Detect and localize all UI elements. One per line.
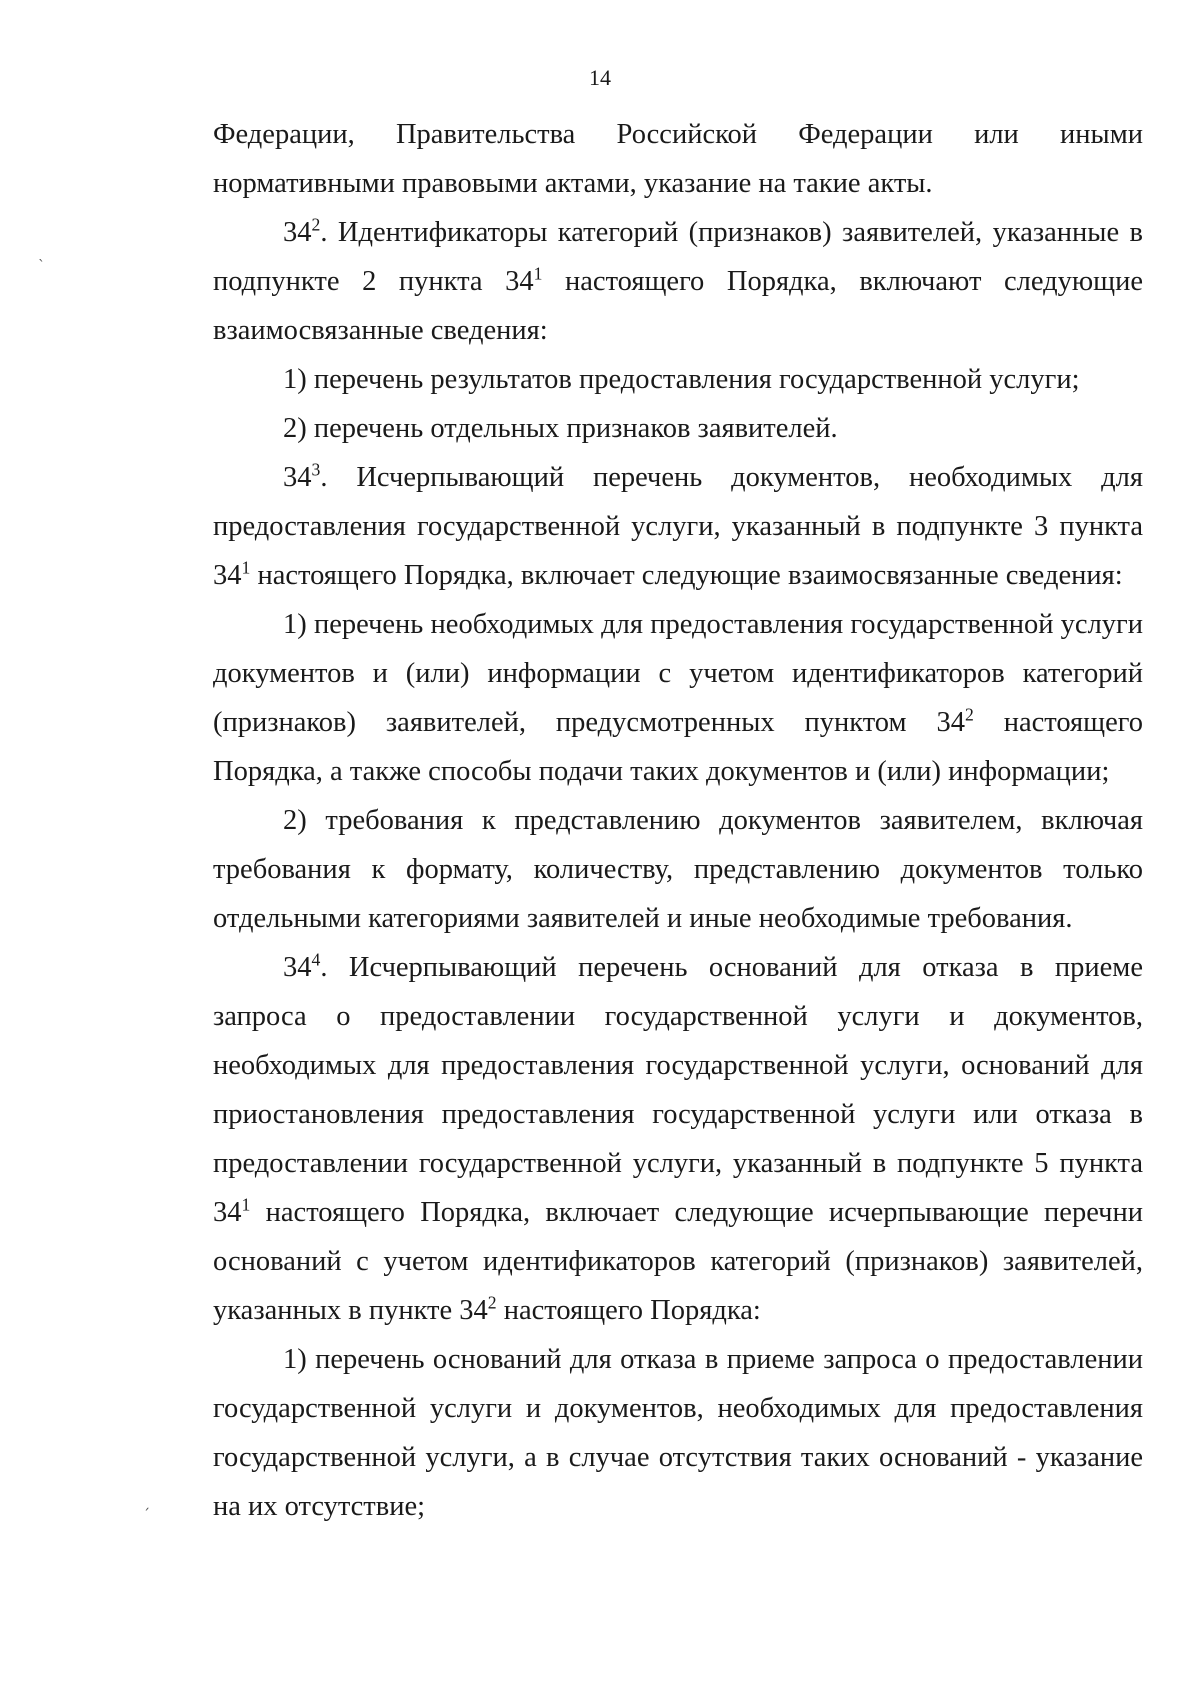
paragraph-text: 1) перечень результатов предоставления государственной услуги; (283, 364, 1080, 395)
document-body (213, 110, 1143, 1531)
superscript: 2 (487, 1292, 497, 1313)
paragraph-text: . Идентификаторы категорий (признаков) заявителей, указанные в подпункте 2 пункта 34 (213, 217, 1143, 297)
superscript: 1 (241, 1194, 251, 1215)
paragraph-p5 (213, 453, 1143, 600)
paragraph-p1 (213, 110, 1143, 208)
superscript: 4 (311, 949, 321, 970)
paragraph-p6 (213, 600, 1143, 796)
superscript: 2 (964, 704, 974, 725)
paragraph-text: 1) перечень необходимых для предоставления государственной услуги документов и (или) информации с учетом идентификаторов категорий (признаков) заявителей, предусмотренных пунктом 34 (213, 609, 1143, 738)
scan-speck: ˏ (143, 1495, 150, 1511)
paragraph-p9 (213, 1335, 1143, 1531)
paragraph-p3 (213, 355, 1143, 404)
paragraph-text: настоящего Порядка, включает следующие исчерпывающие перечни оснований с учетом идентификаторов категорий (признаков) заявителей, указанных в пункте 34 (213, 1197, 1143, 1326)
paragraph-text: настоящего Порядка, включает следующие взаимосвязанные сведения: (250, 560, 1123, 591)
scan-speck: ˎ (38, 246, 45, 262)
paragraph-text: 34 (283, 217, 312, 248)
paragraph-text: 34 (283, 462, 312, 493)
paragraph-text: настоящего Порядка, а также способы подачи таких документов и (или) информации; (213, 707, 1143, 787)
paragraph-p4 (213, 404, 1143, 453)
superscript: 3 (311, 459, 321, 480)
paragraph-p2 (213, 208, 1143, 355)
paragraph-text: . Исчерпывающий перечень оснований для отказа в приеме запроса о предоставлении государственной услуги и документов, необходимых для предоставления государственной услуги, оснований для приостановления предоставления государственной услуги или отказа в предоставлении государственной услуги, указанный в подпункте 5 пункта 34 (213, 952, 1143, 1228)
paragraph-text: 1) перечень оснований для отказа в приеме запроса о предоставлении государственной услуги и документов, необходимых для предоставления государственной услуги, а в случае отсутствия таких оснований - указание на их отсутствие; (213, 1344, 1143, 1522)
paragraph-text: . Исчерпывающий перечень документов, необходимых для предоставления государственной услуги, указанный в подпункте 3 пункта 34 (213, 462, 1143, 591)
paragraph-text: настоящего Порядка, включают следующие взаимосвязанные сведения: (213, 266, 1144, 346)
page-number: 14 (589, 65, 611, 90)
paragraph-p7 (213, 796, 1143, 943)
superscript: 1 (241, 557, 251, 578)
paragraph-text: Федерации, Правительства Российской Федерации или иными нормативными правовыми актами, указание на такие акты. (213, 119, 1143, 199)
paragraph-text: 34 (283, 952, 312, 983)
superscript: 1 (533, 263, 543, 284)
superscript: 2 (311, 214, 321, 235)
paragraph-text: 2) требования к представлению документов заявителем, включая требования к формату, количеству, представлению документов только отдельными категориями заявителей и иные необходимые требования. (213, 805, 1143, 934)
paragraph-text: 2) перечень отдельных признаков заявителей. (283, 413, 838, 444)
paragraph-text: настоящего Порядка: (496, 1295, 761, 1326)
paragraph-p8 (213, 943, 1143, 1335)
